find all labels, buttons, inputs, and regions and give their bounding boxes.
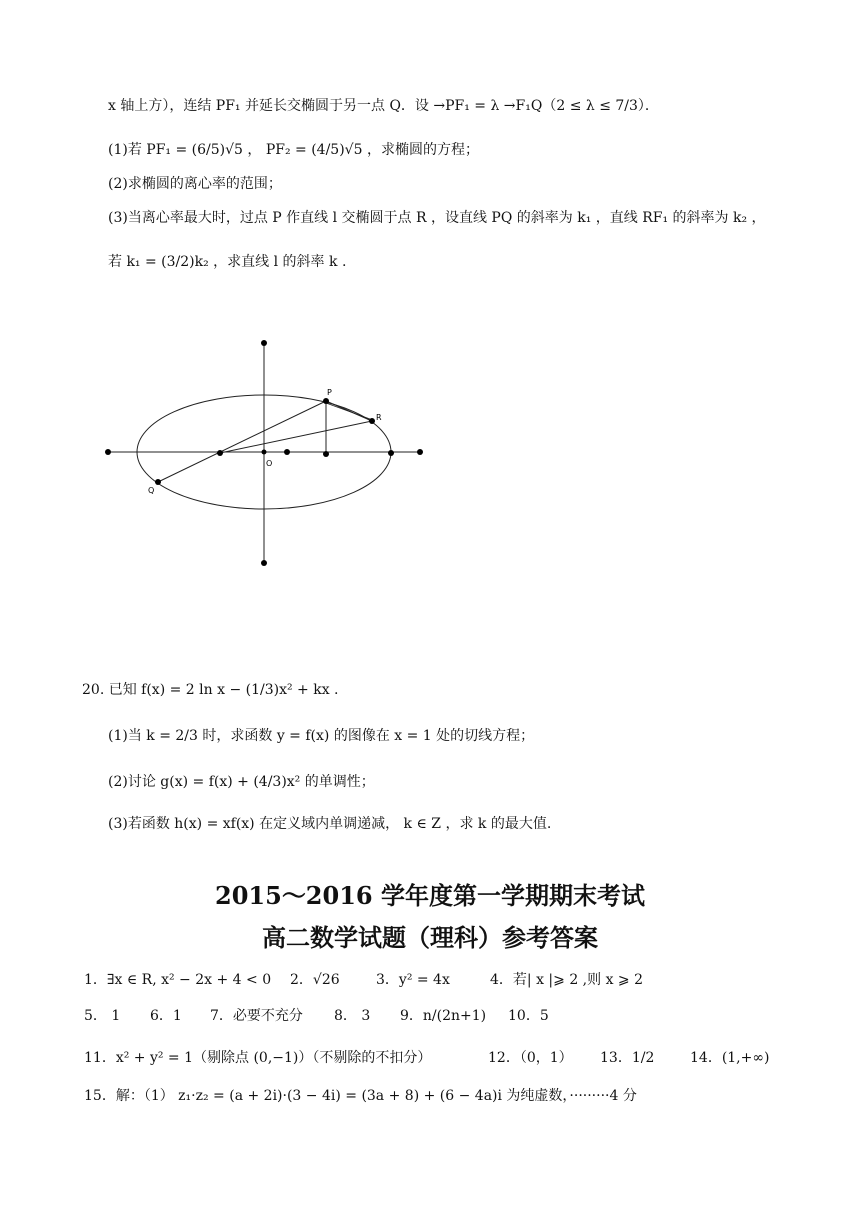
answer-heading-line1: 2015～2016 学年度第一学期期末考试 [215,881,645,910]
problem19-part3: (3)当离心率最大时，过点 P 作直线 l 交椭圆于点 R ，设直线 PQ 的斜率为 k₁ ，直线 RF₁ 的斜率为 k₂ ， [108,210,766,226]
problem20-part3: (3)若函数 h(x) = xf(x) 在定义域内单调递减， k ∈ Z ，求 k 的最大值. [108,816,552,832]
answer-5: 5． 1 [84,1008,121,1024]
problem20-part1: (1)当 k = 2/3 时，求函数 y = f(x) 的图像在 x = 1 处的切线方程； [108,728,535,744]
answer-10: 10．5 [508,1008,549,1024]
label-Q: Q [148,486,155,495]
point-F2 [284,449,290,455]
answer-11: 11．x² + y² = 1（剔除点 (0,−1)）（不剔除的不扣分） [84,1050,432,1066]
answer-12: 12．（0，1） [488,1050,573,1066]
point-P [323,398,329,404]
point-right-end [417,449,423,455]
answer-heading-line2: 高二数学试题（理科）参考答案 [262,923,598,952]
point-foot [323,451,329,457]
point-R [369,418,375,424]
problem19-continuation: x 轴上方），连结 PF₁ 并延长交椭圆于另一点 Q．设 →PF₁ = λ →F₁Q（2 ≤ λ ≤ 7/3）． [108,98,659,114]
point-Q [155,479,161,485]
answer-9: 9．n/(2n+1) [400,1008,487,1024]
answer-2: 2．√26 [290,972,340,988]
answer-13: 13．1/2 [600,1050,655,1066]
answer-8: 8． 3 [334,1008,371,1024]
line-PR-2 [326,403,370,419]
label-O: O [266,459,273,468]
problem20-part2: (2)讨论 g(x) = f(x) + (4/3)x² 的单调性； [108,774,375,790]
point-top-end [261,340,267,346]
problem19-part3-cont: 若 k₁ = (3/2)k₂ ，求直线 l 的斜率 k . [108,254,347,270]
point-bottom-end [261,560,267,566]
answer-3: 3．y² = 4x [376,972,450,988]
point-left-end [105,449,111,455]
problem19-part1: (1)若 PF₁ = (6/5)√5 ， PF₂ = (4/5)√5 ，求椭圆的方程； [108,142,479,158]
answer-4: 4．若| x |⩾ 2 ,则 x ⩾ 2 [490,972,644,988]
problem20-stem: 20. 已知 f(x) = 2 ln x − (1/3)x² + kx . [82,682,339,698]
answer-7: 7．必要不充分 [210,1008,303,1024]
point-F1 [217,450,223,456]
answer-15: 15．解：（1） z₁·z₂ = (a + 2i)·(3 − 4i) = (3a + 8) + (6 − 4a)i 为纯虚数，·········4 分 [84,1088,637,1104]
problem19-part2: (2)求椭圆的离心率的范围； [108,176,282,192]
answer-6: 6．1 [150,1008,182,1024]
point-vertex [388,450,394,456]
point-O [262,450,267,455]
label-R: R [376,413,382,422]
ellipse-figure [100,335,430,570]
answer-1: 1．∃x ∈ R, x² − 2x + 4 < 0 [84,972,272,988]
line-PQ [158,401,326,482]
answer-14: 14．(1,+∞) [690,1050,770,1066]
line-RF1 [220,421,372,453]
label-P: P [327,388,332,397]
